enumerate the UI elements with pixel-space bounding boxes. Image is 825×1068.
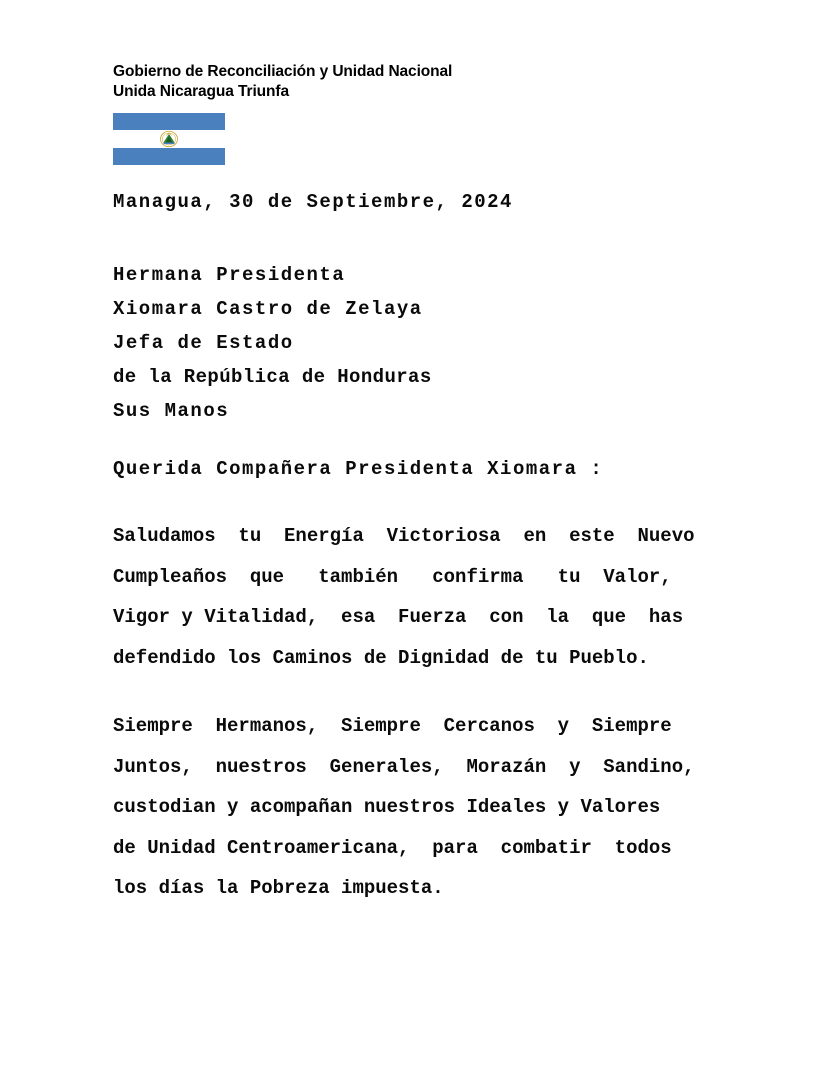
letterhead bbox=[113, 62, 753, 102]
addressee-line-4: de la República de Honduras bbox=[113, 366, 432, 388]
addressee-block bbox=[113, 258, 713, 428]
addressee-line-3: Jefa de Estado bbox=[113, 332, 294, 354]
letterhead-line-2: Unida Nicaragua Triunfa bbox=[113, 83, 289, 100]
paragraph-1-line-3: Vigor y Vitalidad, esa Fuerza con la que has bbox=[113, 606, 684, 628]
letter-body bbox=[113, 182, 713, 937]
paragraph-2-line-4: de Unidad Centroamericana, para combatir todos bbox=[113, 836, 672, 859]
nicaragua-flag-icon bbox=[113, 113, 225, 165]
paragraph-1 bbox=[113, 516, 713, 678]
paragraph-1-line-1: Saludamos tu Energía Victoriosa en este Nuevo bbox=[113, 525, 695, 547]
paragraph-2-line-1: Siempre Hermanos, Siempre Cercanos y Siempre bbox=[113, 715, 672, 737]
paragraph-1-line-2: Cumpleaños que también confirma tu Valor, bbox=[113, 565, 672, 588]
date-block bbox=[113, 182, 713, 222]
paragraph-2-line-5: los días la Pobreza impuesta. bbox=[113, 877, 444, 899]
date-line: Managua, 30 de Septiembre, 2024 bbox=[113, 191, 513, 213]
flag-band-middle bbox=[113, 130, 225, 147]
flag-band-top bbox=[113, 113, 225, 130]
letterhead-line-1: Gobierno de Reconciliación y Unidad Nacional bbox=[113, 63, 453, 80]
addressee-line-2: Xiomara Castro de Zelaya bbox=[113, 298, 423, 320]
salutation-block bbox=[113, 449, 713, 489]
paragraph-2-line-2: Juntos, nuestros Generales, Morazán y Sandino, bbox=[113, 755, 695, 778]
salutation-line: Querida Compañera Presidenta Xiomara : bbox=[113, 458, 604, 480]
addressee-line-1: Hermana Presidenta bbox=[113, 264, 346, 286]
paragraph-2 bbox=[113, 706, 713, 909]
paragraph-1-line-4: defendido los Caminos de Dignidad de tu Pueblo. bbox=[113, 646, 649, 669]
flag-band-bottom bbox=[113, 148, 225, 165]
nicaragua-coat-of-arms-icon bbox=[160, 130, 178, 147]
paragraph-2-line-3: custodian y acompañan nuestros Ideales y Valores bbox=[113, 796, 661, 818]
addressee-line-5: Sus Manos bbox=[113, 400, 230, 422]
